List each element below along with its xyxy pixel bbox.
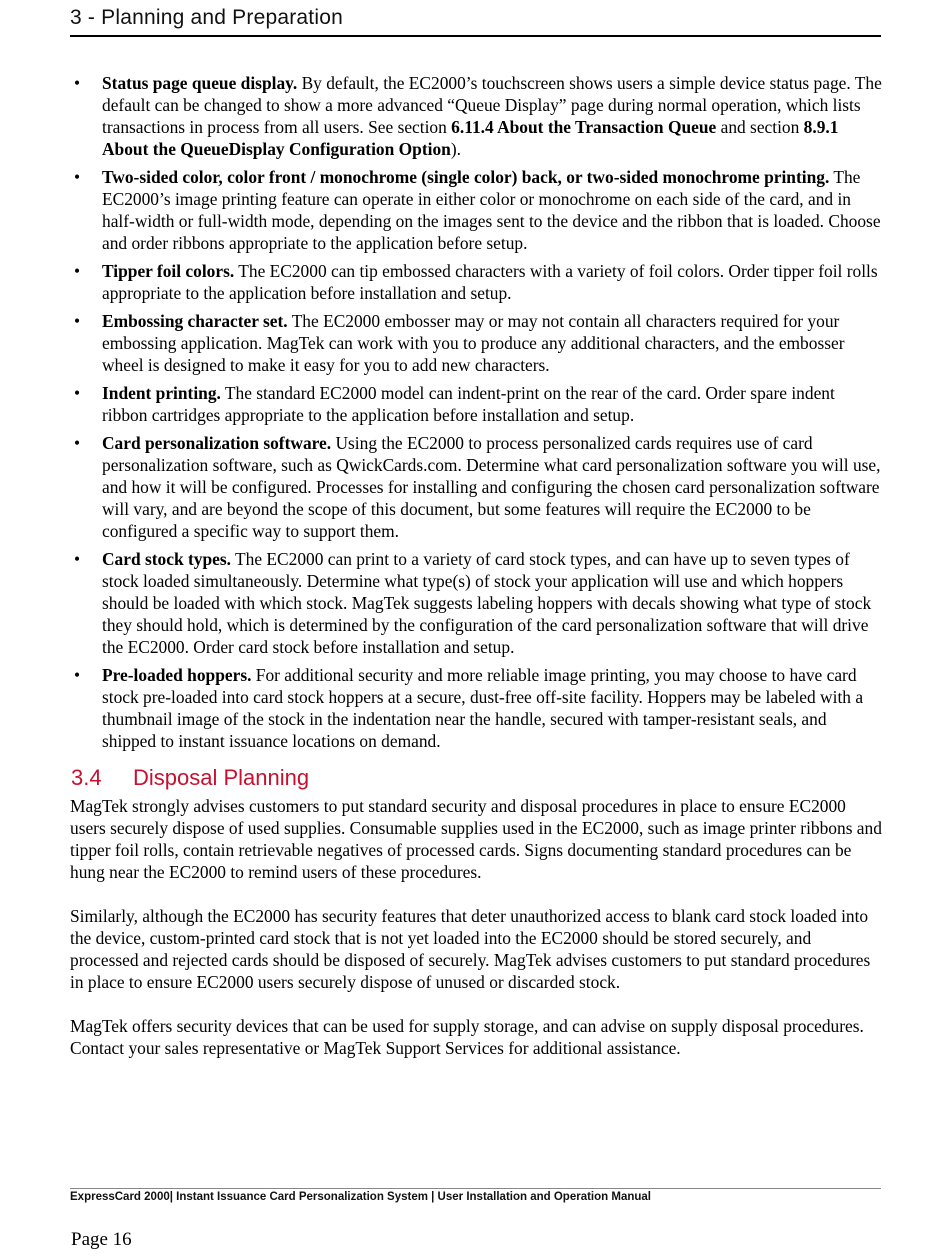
bullet-item — [70, 548, 882, 658]
bullet-bold-text: Card stock types. — [102, 549, 231, 569]
bullet-dot-icon: • — [73, 73, 81, 93]
bullet-dot-icon: • — [73, 383, 81, 403]
bullet-bold-text: Two-sided color, color front / monochrome (single color) back, or two-sided monochrome printing. — [102, 167, 830, 187]
section-heading — [71, 765, 309, 791]
section-body — [70, 795, 882, 1081]
bullet-bold-text: Indent printing. — [102, 383, 221, 403]
bullet-text: The EC2000’s image printing feature can operate in either color or monochrome on each side of the card, and in half-width or full-width mode, depending on the images sent to the device and the ribbon that is loaded. Choose and order ribbons appropriate to the application before setup. — [102, 167, 881, 253]
bullet-text: The EC2000 can tip embossed characters with a variety of foil colors. Order tipper foil rolls appropriate to the application before installation and setup. — [102, 261, 878, 303]
bullet-bold-text: 6.11.4 About the Transaction Queue — [451, 117, 717, 137]
bullet-dot-icon: • — [73, 433, 81, 453]
bullet-dot-icon: • — [73, 261, 81, 281]
bullet-text: Using the EC2000 to process personalized cards requires use of card personalization software, such as QwickCards.com. Determine what card personalization software you will use, and how it will be configured. Processes for installing and configuring the chosen card personalization software will vary, and are beyond the scope of this document, but some features will require the EC2000 to be configured a specific way to support them. — [102, 433, 881, 541]
bullet-text: The EC2000 can print to a variety of card stock types, and can have up to seven types of stock loaded simultaneously. Determine what type(s) of stock your application will use and which hoppers should be loaded with which stock. MagTek suggests labeling hoppers with decals showing what type of stock they should hold, which is determined by the configuration of the card personalization software that will drive the EC2000. Order card stock before installation and setup. — [102, 549, 872, 657]
bullet-dot-icon: • — [73, 167, 81, 187]
section-number: 3.4 — [71, 765, 102, 790]
page-number: Page 16 — [71, 1229, 132, 1250]
bullet-text: ). — [450, 139, 461, 159]
section-title: Disposal Planning — [133, 765, 310, 790]
bullet-text: For additional security and more reliable image printing, you may choose to have card stock pre-loaded into card stock hoppers at a secure, dust-free off-site facility. Hoppers may be labeled with a thumbnail image of the stock in the indentation near the handle, secured with tamper-resistant seals, and shipped to instant issuance locations on demand. — [102, 665, 864, 751]
bullet-item — [70, 166, 882, 254]
bullet-item — [70, 382, 882, 426]
bullet-item — [70, 260, 882, 304]
chapter-title: 3 - Planning and Preparation — [70, 6, 343, 29]
footer-manual-title: ExpressCard 2000| Instant Issuance Card Personalization System | User Installation and Operation Manual — [70, 1191, 651, 1203]
bullet-bold-text: Tipper foil colors. — [102, 261, 235, 281]
bullet-text: and section — [716, 117, 804, 137]
bullet-bold-text: 8.9.1 About the QueueDisplay Configuration Option — [102, 117, 839, 159]
bullet-bold-text: Embossing character set. — [102, 311, 288, 331]
bullet-dot-icon: • — [73, 311, 81, 331]
bullet-item — [70, 664, 882, 752]
bullet-item — [70, 72, 882, 160]
body-paragraph: MagTek strongly advises customers to put standard security and disposal procedures in place to ensure EC2000 users securely dispose of used supplies. Consumable supplies used in the EC2000, such as image printer ribbons and tipper foil rolls, contain retrievable negatives of processed cards. Signs documenting standard procedures can be hung near the EC2000 to remind users of these procedures. — [70, 796, 882, 882]
bullet-bold-text: Pre-loaded hoppers. — [102, 665, 252, 685]
bullet-item — [70, 310, 882, 376]
bullet-item — [70, 432, 882, 542]
page-footer — [70, 1188, 881, 1203]
body-paragraph: Similarly, although the EC2000 has security features that deter unauthorized access to blank card stock loaded into the device, custom-printed card stock that is not yet loaded into the EC2000 should be stored securely, and processed and rejected cards should be disposed of securely. MagTek advises customers to put standard procedures in place to ensure EC2000 users securely dispose of unused or discarded stock. — [70, 906, 871, 992]
body-paragraph: MagTek offers security devices that can be used for supply storage, and can advise on supply disposal procedures. Contact your sales representative or MagTek Support Services for additional assistance. — [70, 1016, 864, 1058]
bullet-dot-icon: • — [73, 665, 81, 685]
requirements-bullet-list — [70, 72, 882, 758]
bullet-text: By default, the EC2000’s touchscreen shows users a simple device status page. The default can be changed to show a more advanced “Queue Display” page during normal operation, which lists transactions in process from all users. See section — [102, 73, 882, 137]
bullet-bold-text: Card personalization software. — [102, 433, 332, 453]
page-header — [70, 6, 881, 37]
bullet-text: The standard EC2000 model can indent-print on the rear of the card. Order spare indent ribbon cartridges appropriate to the application before installation and setup. — [102, 383, 835, 425]
bullet-dot-icon: • — [73, 549, 81, 569]
bullet-bold-text: Status page queue display. — [102, 73, 298, 93]
bullet-text: The EC2000 embosser may or may not contain all characters required for your embossing application. MagTek can work with you to produce any additional characters, and the embosser wheel is designed to make it easy for you to add new characters. — [102, 311, 845, 375]
